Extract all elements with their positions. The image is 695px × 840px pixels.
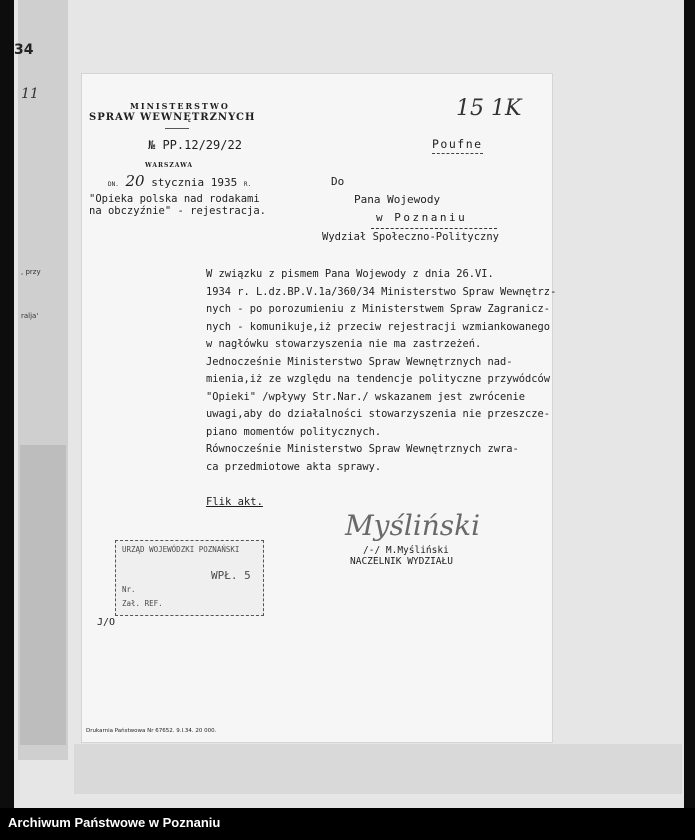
body-line: w nagłówku stowarzyszenia nie ma zastrzeżeń.	[206, 338, 482, 350]
printer-note: Drukarnia Państwowa Nr 67652. 9.I.34. 20 000.	[86, 728, 217, 734]
date-prefix: DN.	[108, 181, 119, 188]
signature-name: /-/ M.Myśliński	[363, 545, 449, 556]
stamp-line-2: WPŁ. 5	[211, 569, 251, 582]
stamp-line-3: Nr.	[122, 585, 136, 594]
archive-footer-text: Archiwum Państwowe w Poznaniu	[8, 815, 221, 830]
body-line: Jednocześnie Ministerstwo Spraw Wewnętrznych nad-	[206, 355, 513, 368]
body-line: nych - po porozumieniu z Ministerstwem Spraw Zagranicz-	[206, 303, 551, 315]
letterhead-line1: MINISTERSTWO	[130, 101, 230, 111]
subject-line-1: "Opieka polska nad rodakami	[89, 193, 260, 205]
left-binding-shadow	[20, 445, 66, 745]
body-line: W związku z pismem Pana Wojewody z dnia 26.VI.	[206, 268, 494, 280]
body-line: uwagi,aby do działalności stowarzyszenia nie przeszcze-	[206, 408, 551, 420]
subject-line-2: na obczyźnie" - rejestracja.	[89, 205, 267, 217]
typist-initials: J/O	[97, 617, 116, 628]
body-line: piano momentów politycznych.	[206, 425, 382, 438]
handwritten-number: 15 1K	[456, 96, 522, 121]
recipient-do: Do	[331, 175, 345, 188]
recipient-line-1: Pana Wojewody	[354, 193, 441, 206]
stamp-line-4: Zał. REF.	[122, 599, 163, 608]
signature-title: NACZELNIK WYDZIAŁU	[350, 556, 453, 567]
date-day: 20	[125, 172, 145, 190]
letterhead-line2: SPRAW WEWNĘTRZNYCH	[89, 112, 256, 123]
letter-body	[206, 266, 557, 476]
body-line: nych - komunikuje,iż przeciw rejestracji wzmiankowanego	[206, 320, 551, 333]
page-tab-label: 34	[14, 42, 34, 58]
date-month: stycznia	[151, 176, 205, 189]
letterhead-rule	[165, 128, 189, 129]
recipient-underline	[371, 228, 497, 229]
city-label: WARSZAWA	[145, 162, 194, 169]
recipient-line-3: Wydział Społeczno-Polityczny	[322, 231, 500, 243]
reference-number: № PP.12/29/22	[148, 138, 242, 152]
body-line: "Opieki" /wpływy Str.Nar./ wskazanem jest zwrócenie	[206, 390, 526, 403]
classification-label: Poufne	[432, 137, 483, 154]
date-year: 1935	[210, 176, 238, 189]
receipt-stamp	[115, 540, 264, 616]
body-line: Równocześnie Ministerstwo Spraw Wewnętrznych zwra-	[206, 443, 519, 455]
body-line: mienia,iż ze względu na tendencje polityczne przywódców	[206, 373, 551, 385]
lower-page-band	[74, 744, 682, 794]
stamp-line-1: URZĄD WOJEWÓDZKI POZNAŃSKI	[122, 545, 240, 554]
side-note-number: 11	[21, 86, 39, 102]
side-text-prz: , przy	[21, 268, 41, 276]
handwritten-signature: Myśliński	[345, 509, 481, 542]
recipient-line-2: w Poznaniu	[376, 211, 468, 224]
date-line	[108, 172, 251, 190]
body-line: ca przedmiotowe akta sprawy.	[206, 460, 382, 473]
side-text-alja: ralja'	[21, 312, 39, 320]
body-line: 1934 r. L.dz.BP.V.1a/360/34 Ministerstwo Spraw Wewnętrz-	[206, 285, 557, 298]
date-suffix: R.	[243, 181, 252, 188]
flik-akt: Flik akt.	[206, 496, 263, 508]
